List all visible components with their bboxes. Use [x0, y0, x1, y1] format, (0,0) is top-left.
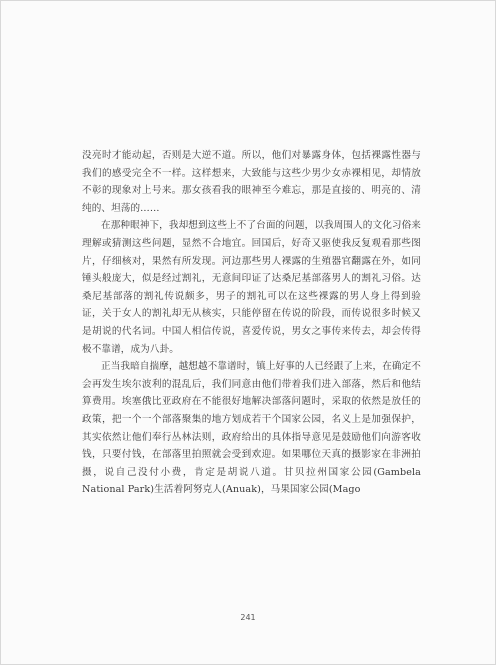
paragraph: 正当我暗自揣摩，越想越不靠谱时，镇上好事的人已经跟了上来，在确定不会再发生埃尔波利的混乱后，我们同意由他们带着我们进入部落，然后和他结算费用。埃塞俄比亚政府在不能很好地解决部落问题时，采取的依然是放任的政策，把一个一个部落聚集的地方划成若干个国家公园，名义上是加强保护，其实依然让他们奉行丛林法则，政府给出的具体指导意见是鼓励他们向游客收钱，只要付钱，在部落里拍照就会受到欢迎。如果哪位天真的摄影家在非洲拍摄，说自己没付小费，肯定是胡说八道。甘贝拉州国家公园(Gambela National Park)生活着阿努克人(Anuak)，马果国家公园(Mago [82, 361, 421, 496]
body-text [82, 147, 421, 499]
paragraph: 在那种眼神下，我却想到这些上不了台面的问题，以我周围人的文化习俗来理解或猜测这些问题，显然不合地宜。回国后，好奇又驱使我反复观看那些图片，仔细核对，果然有所发现。河边那些男人裸露的生殖器官翻露在外，如同锤头般庞大，似是经过割礼，无意间印证了达桑尼基部落男人的割礼习俗。达桑尼基部落的割礼传说颇多，男子的割礼可以在这些裸露的男人身上得到验证，关于女人的割礼却无从核实，只能停留在传说的阶段，而传说很多时候又是胡说的代名词。中国人相信传说，喜爱传说，男女之事传来传去，却会传得极不靠谱，成为八卦。 [82, 220, 421, 355]
paragraph-continued: 没亮时才能动起，否则是大逆不道。所以，他们对暴露身体，包括裸露性器与我们的感受完全不一样。这样想来，大致能与这些少男少女赤裸相见，却情放不彰的现象对上号来。那女孩看我的眼神至今难忘，那是直接的、明亮的、清纯的、坦荡的…… [82, 150, 421, 214]
page-number: 241 [240, 613, 256, 622]
